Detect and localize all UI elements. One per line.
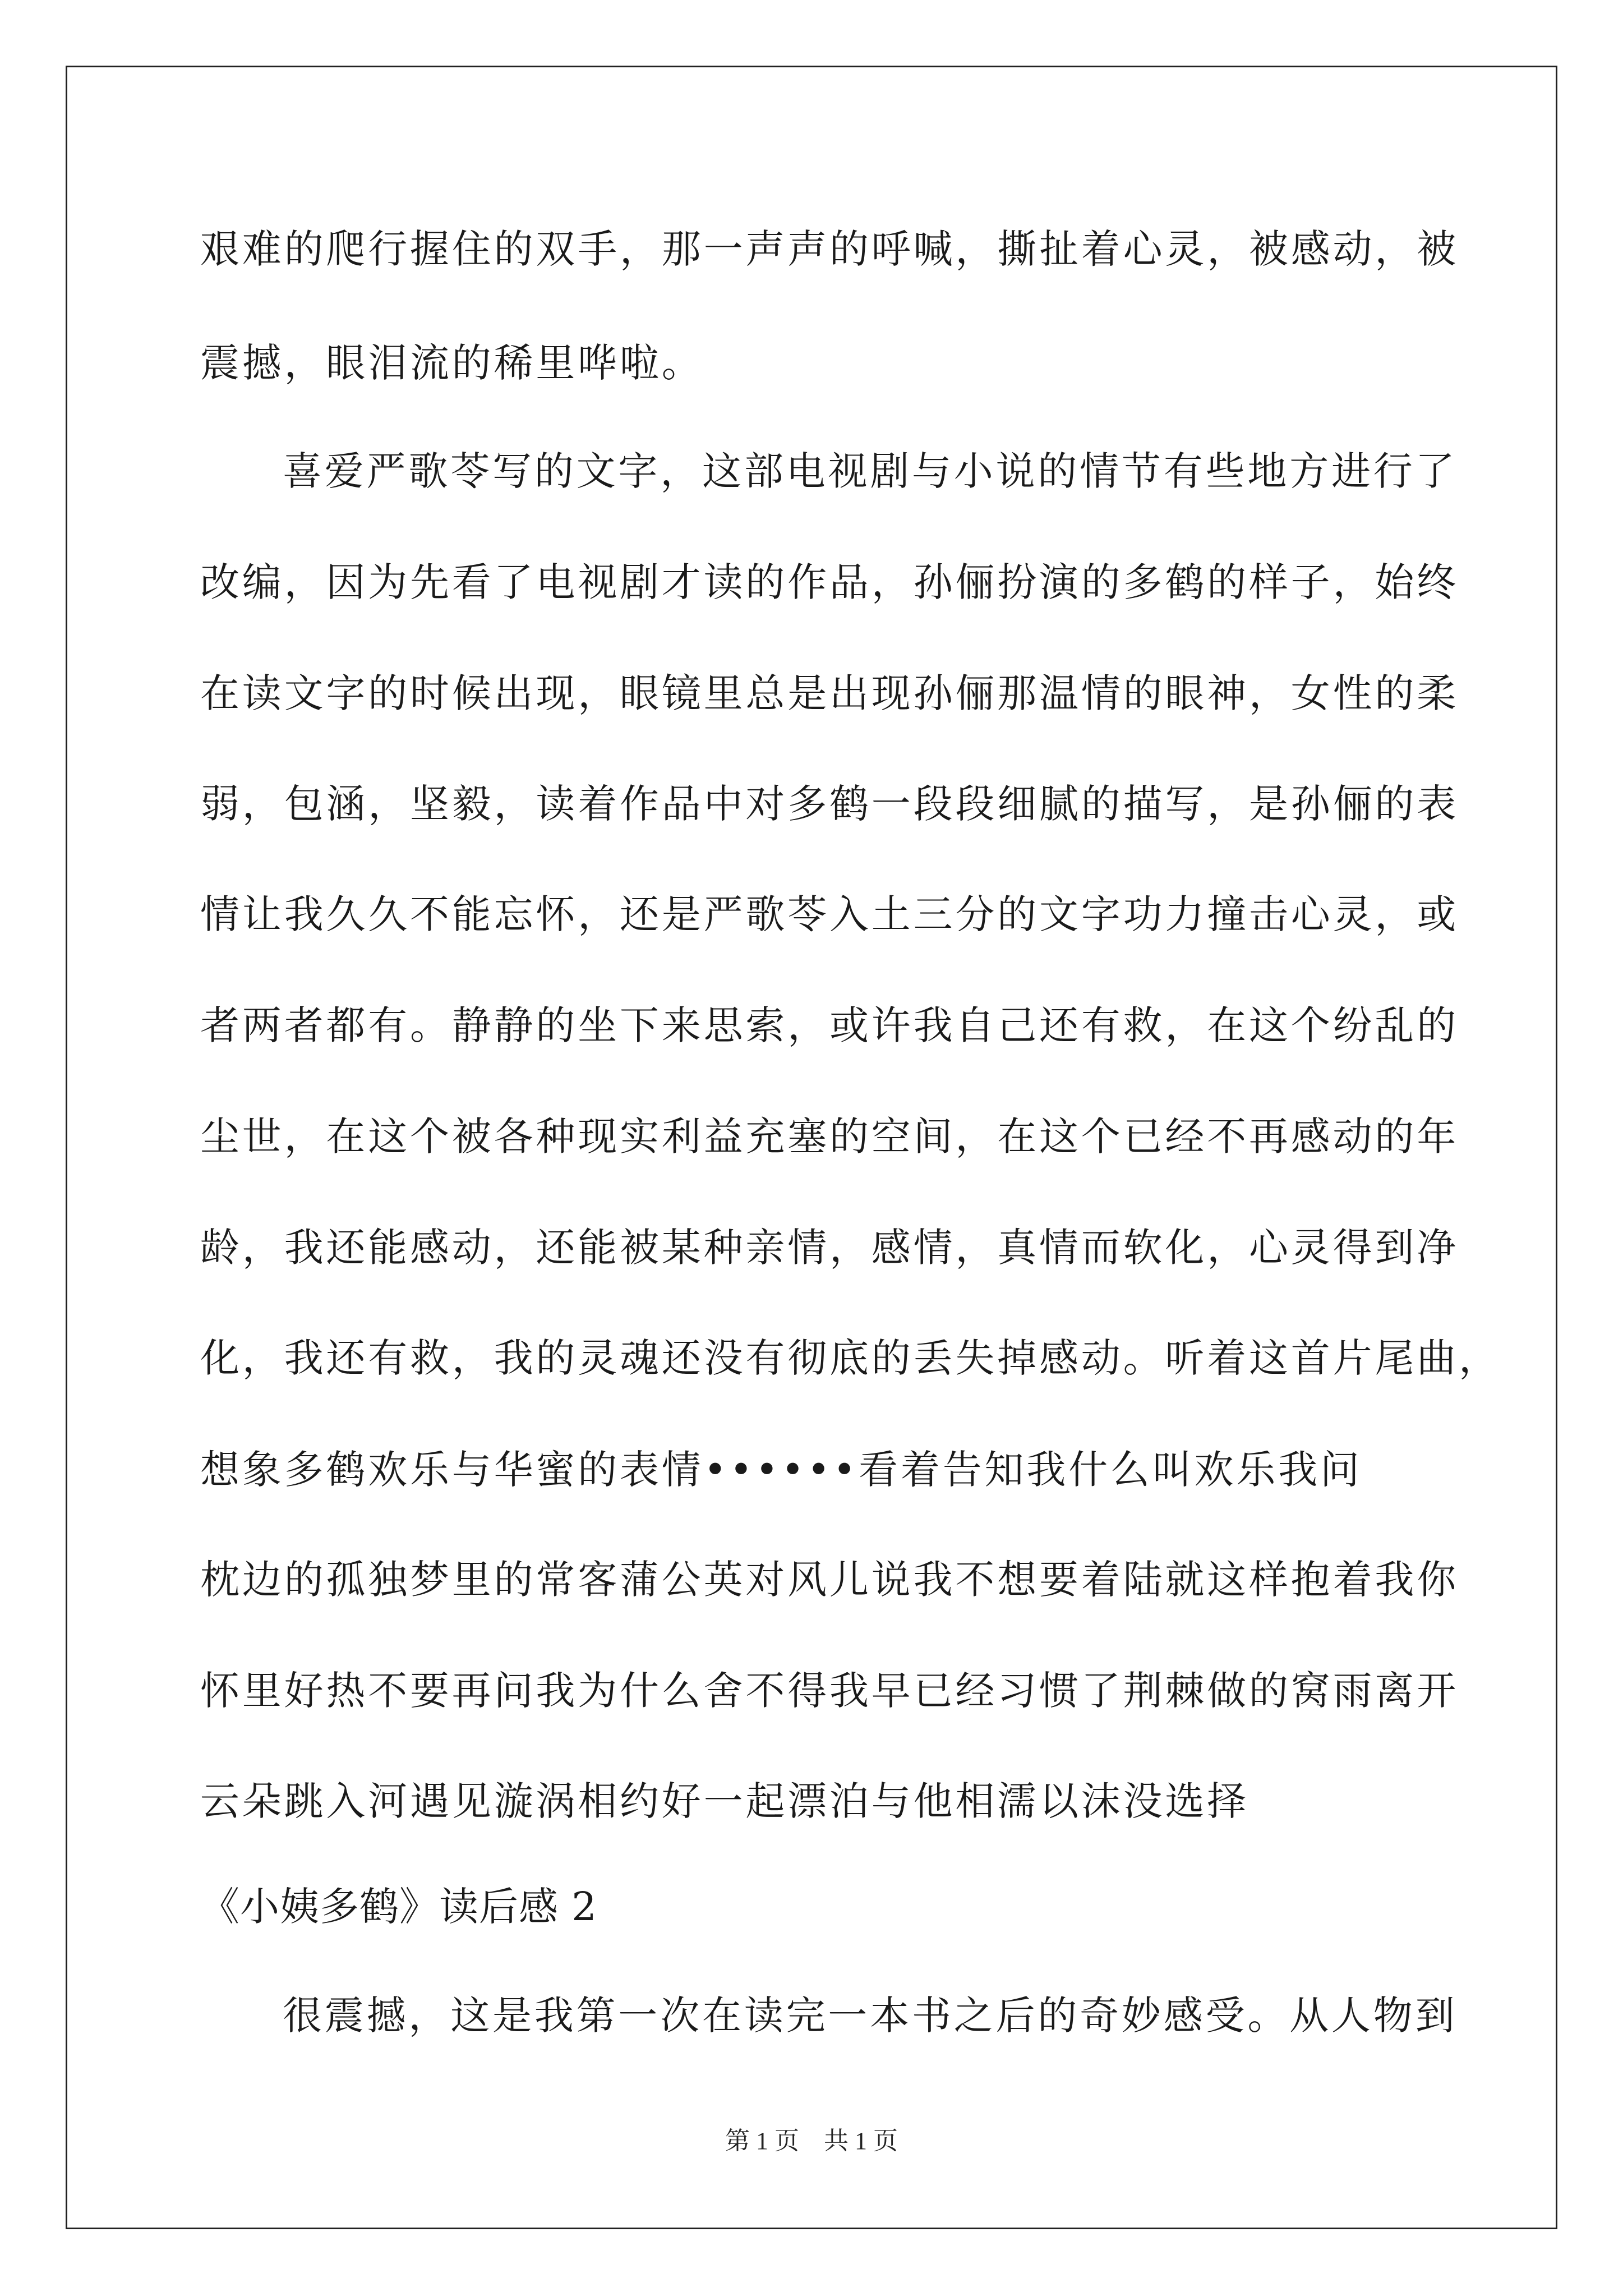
- paragraph-3-line-1: 很震撼，这是我第一次在读完一本书之后的奇妙感受。从人物到: [283, 1993, 1458, 2039]
- paragraph-2-line-11: 枕边的孤独梦里的常客蒲公英对风儿说我不想要着陆就这样抱着我你: [200, 1557, 1459, 1603]
- paragraph-2-line-1: 喜爱严歌苓写的文字，这部电视剧与小说的情节有些地方进行了: [283, 448, 1458, 494]
- body-line-1: 艰难的爬行握住的双手，那一声声的呼喊，撕扯着心灵，被感动，被: [200, 226, 1459, 272]
- paragraph-2-line-2: 改编，因为先看了电视剧才读的作品，孙俪扮演的多鹤的样子，始终: [200, 559, 1459, 605]
- paragraph-2-line-3: 在读文字的时候出现，眼镜里总是出现孙俪那温情的眼神，女性的柔: [200, 670, 1459, 716]
- paragraph-2-line-6: 者两者都有。静静的坐下来思索，或许我自己还有救，在这个纷乱的: [200, 1002, 1459, 1048]
- paragraph-2-line-4: 弱，包涵，坚毅，读着作品中对多鹤一段段细腻的描写，是孙俪的表: [200, 781, 1459, 827]
- paragraph-2-line-13: 云朵跳入河遇见漩涡相约好一起漂泊与他相濡以沫没选择: [200, 1778, 1249, 1824]
- body-line-2: 震撼，眼泪流的稀里哗啦。: [200, 340, 704, 386]
- paragraph-2-line-7: 尘世，在这个被各种现实利益充塞的空间，在这个已经不再感动的年: [200, 1114, 1459, 1159]
- page-footer: 第 1 页 共 1 页: [725, 2127, 898, 2155]
- section-heading: 《小姨多鹤》读后感 2: [200, 1884, 597, 1930]
- paragraph-2-line-10: 想象多鹤欢乐与华蜜的表情••••••看着告知我什么叫欢乐我问: [200, 1447, 1362, 1493]
- paragraph-2-line-5: 情让我久久不能忘怀，还是严歌苓入土三分的文字功力撞击心灵，或: [200, 891, 1459, 937]
- paragraph-2-line-8: 龄，我还能感动，还能被某种亲情，感情，真情而软化，心灵得到净: [200, 1225, 1459, 1271]
- paragraph-2-line-9: 化，我还有救，我的灵魂还没有彻底的丢失掉感动。听着这首片尾曲，: [200, 1335, 1501, 1381]
- paragraph-2-line-12: 怀里好热不要再问我为什么舍不得我早已经习惯了荆棘做的窝雨离开: [200, 1668, 1459, 1714]
